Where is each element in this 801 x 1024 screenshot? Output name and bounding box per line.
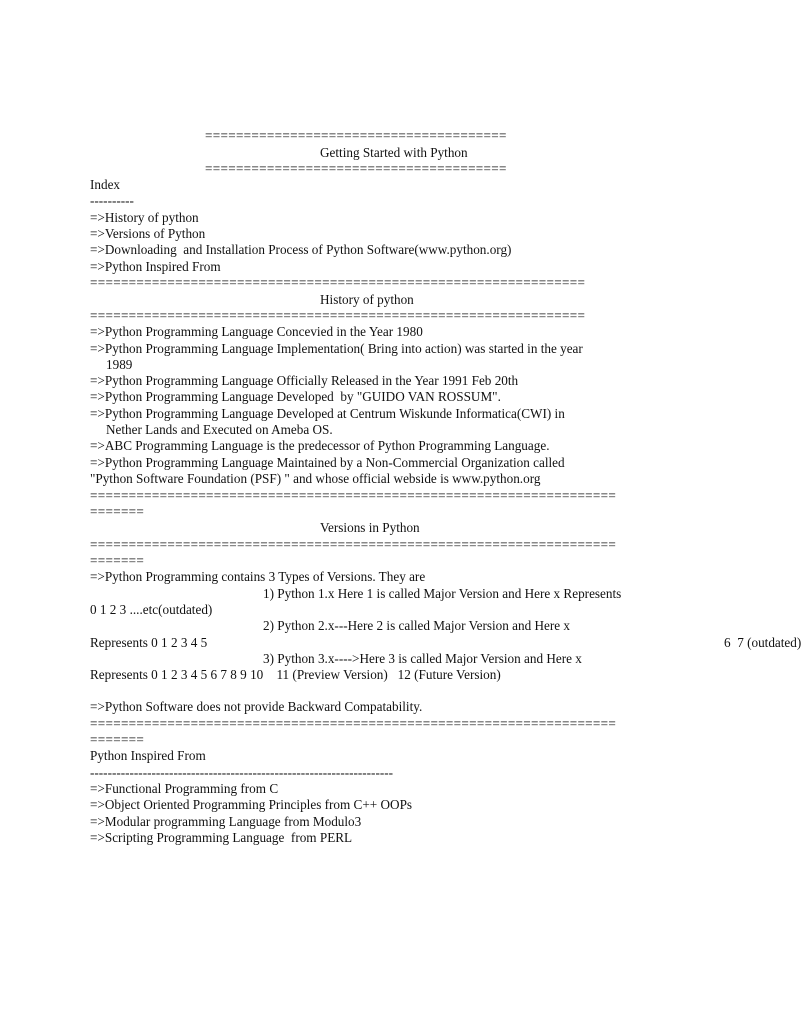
history-rule-top: ================================================================ bbox=[90, 275, 586, 290]
history-line: =>ABC Programming Language is the predecessor of Python Programming Language. bbox=[90, 438, 550, 453]
index-heading: Index bbox=[90, 177, 121, 192]
inspired-heading: Python Inspired From bbox=[90, 748, 206, 763]
versions-line: =>Python Programming contains 3 Types of Versions. They are bbox=[90, 569, 426, 584]
index-item-history: =>History of python bbox=[90, 210, 199, 225]
inspired-rule-top-wrap: ======= bbox=[90, 732, 145, 747]
inspired-line: =>Functional Programming from C bbox=[90, 781, 279, 796]
document-title: Getting Started with Python bbox=[320, 145, 468, 160]
history-line: =>Python Programming Language Implementation( Bring into action) was started in the year bbox=[90, 341, 583, 356]
index-item-inspired: =>Python Inspired From bbox=[90, 259, 221, 274]
inspired-rule-top: ==================================================================== bbox=[90, 716, 617, 731]
inspired-line: =>Scripting Programming Language from PERL bbox=[90, 830, 353, 845]
compatibility-line: =>Python Software does not provide Backward Compatability. bbox=[90, 699, 423, 714]
versions-rule-top: ==================================================================== bbox=[90, 488, 617, 503]
version-1-line: 1) Python 1.x Here 1 is called Major Version and Here x Represents bbox=[263, 586, 622, 601]
history-line-continuation: 1989 bbox=[106, 357, 133, 372]
versions-rule-bottom: ==================================================================== bbox=[90, 537, 617, 552]
title-rule-bottom: ======================================= bbox=[205, 161, 507, 176]
versions-rule-top-wrap: ======= bbox=[90, 504, 145, 519]
version-2-line-continuation: Represents 0 1 2 3 4 5 bbox=[90, 635, 208, 650]
history-line: =>Python Programming Language Developed by "GUIDO VAN ROSSUM". bbox=[90, 389, 501, 404]
inspired-underline: --------------------------------------------------------------------- bbox=[90, 765, 394, 780]
history-line: =>Python Programming Language Developed at Centrum Wiskunde Informatica(CWI) in bbox=[90, 406, 565, 421]
history-rule-bottom: ================================================================ bbox=[90, 308, 586, 323]
version-1-line-continuation: 0 1 2 3 ....etc(outdated) bbox=[90, 602, 213, 617]
version-2-line: 2) Python 2.x---Here 2 is called Major Version and Here x bbox=[263, 618, 571, 633]
index-underline: ---------- bbox=[90, 193, 134, 208]
version-2-line-right-fragment: 6 7 (outdated) bbox=[724, 635, 801, 650]
index-item-versions: =>Versions of Python bbox=[90, 226, 206, 241]
history-line: =>Python Programming Language Concevied in the Year 1980 bbox=[90, 324, 423, 339]
title-rule-top: ======================================= bbox=[205, 128, 507, 143]
history-line: =>Python Programming Language Maintained by a Non-Commercial Organization called bbox=[90, 455, 565, 470]
versions-heading: Versions in Python bbox=[320, 520, 420, 535]
history-line: =>Python Programming Language Officially Released in the Year 1991 Feb 20th bbox=[90, 373, 519, 388]
history-line: "Python Software Foundation (PSF) " and whose official webside is www.python.org bbox=[90, 471, 541, 486]
index-item-downloading: =>Downloading and Installation Process of Python Software(www.python.org) bbox=[90, 242, 512, 257]
history-line-continuation: Nether Lands and Executed on Ameba OS. bbox=[106, 422, 333, 437]
inspired-line: =>Object Oriented Programming Principles from C++ OOPs bbox=[90, 797, 413, 812]
history-heading: History of python bbox=[320, 292, 414, 307]
versions-rule-bottom-wrap: ======= bbox=[90, 553, 145, 568]
version-3-line: 3) Python 3.x---->Here 3 is called Major Version and Here x bbox=[263, 651, 582, 666]
inspired-line: =>Modular programming Language from Modulo3 bbox=[90, 814, 362, 829]
version-3-line-continuation: Represents 0 1 2 3 4 5 6 7 8 9 10 11 (Preview Version) 12 (Future Version) bbox=[90, 667, 501, 682]
